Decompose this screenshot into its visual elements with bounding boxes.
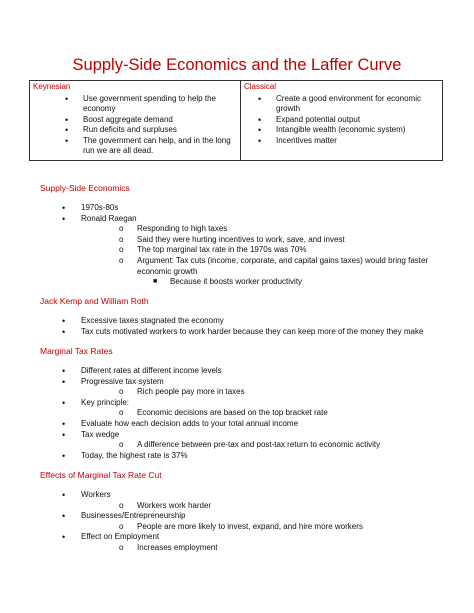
list-item: ■ Because it boosts worker productivity bbox=[153, 277, 303, 287]
circle-bullet-icon: o bbox=[119, 255, 124, 265]
list-item: • Different rates at different income levels bbox=[62, 366, 222, 376]
list-item: • Create a good environment for economic growth bbox=[276, 94, 439, 115]
circle-bullet-icon: o bbox=[119, 521, 124, 531]
keynesian-heading: Keynesian bbox=[33, 82, 71, 91]
list-item: o Economic decisions are based on the top bracket rate bbox=[119, 408, 328, 418]
list-item: o Said they were hurting incentives to work, save, and invest bbox=[119, 234, 345, 244]
list-item: • Intangible wealth (economic system) bbox=[276, 125, 439, 136]
list-item: • Businesses/Entrepreneurship bbox=[62, 511, 186, 522]
keynesian-list bbox=[33, 94, 237, 157]
section-marginal-tax-rates bbox=[40, 346, 440, 461]
keynesian-cell bbox=[30, 81, 241, 161]
bullet-icon: • bbox=[62, 203, 66, 213]
list-item: • The government can help, and in the long run we are all dead. bbox=[83, 136, 237, 157]
list-item: • Key principle: bbox=[62, 397, 130, 408]
section-heading: Effects of Marginal Tax Rate Cut bbox=[40, 470, 162, 480]
bullet-icon: • bbox=[62, 450, 66, 461]
section-supply-side bbox=[40, 183, 440, 288]
circle-bullet-icon: o bbox=[119, 440, 124, 450]
bullet-icon: • bbox=[62, 316, 66, 326]
list-item: o Rich people pay more in taxes bbox=[119, 387, 245, 397]
circle-bullet-icon: o bbox=[119, 234, 124, 244]
circle-bullet-icon: o bbox=[119, 224, 124, 234]
classical-list bbox=[244, 94, 439, 147]
list-item: o Workers work harder bbox=[119, 500, 212, 510]
bullet-icon: • bbox=[62, 397, 66, 408]
comparison-table bbox=[29, 80, 443, 161]
list-item: o Responding to high taxes bbox=[119, 224, 228, 234]
list-item: o People are more likely to invest, expand, and hire more workers bbox=[119, 521, 363, 531]
list-item: • Boost aggregate demand bbox=[83, 115, 237, 126]
section-effects bbox=[40, 470, 440, 554]
bullet-icon: • bbox=[62, 532, 66, 543]
list-item: • Effect on Employment bbox=[62, 532, 160, 543]
list-item: • Workers bbox=[62, 490, 111, 500]
bullet-icon: • bbox=[62, 418, 66, 429]
circle-bullet-icon: o bbox=[119, 408, 124, 418]
list-item: • Today, the highest rate is 37% bbox=[62, 450, 188, 461]
list-item: o Argument: Tax cuts (income, corporate, and capital gains taxes) would bring faster economic growth bbox=[119, 255, 429, 276]
circle-bullet-icon: o bbox=[119, 387, 124, 397]
bullet-icon: • bbox=[62, 490, 66, 500]
bullet-icon: • bbox=[62, 511, 66, 522]
bullet-icon: • bbox=[62, 366, 66, 376]
list-item: • Incentives matter bbox=[276, 136, 439, 147]
circle-bullet-icon: o bbox=[119, 245, 124, 255]
list-item: • Tax wedge bbox=[62, 429, 120, 440]
circle-bullet-icon: o bbox=[119, 542, 124, 552]
list-item: • Evaluate how each decision adds to your total annual income bbox=[62, 418, 299, 429]
page-title: Supply-Side Economics and the Laffer Curve bbox=[72, 56, 402, 74]
bullet-icon: • bbox=[62, 376, 66, 387]
circle-bullet-icon: o bbox=[119, 500, 124, 510]
list-item: • 1970s-80s bbox=[62, 203, 119, 213]
list-item: • Excessive taxes stagnated the economy bbox=[62, 316, 224, 326]
classical-heading: Classical bbox=[244, 82, 277, 91]
classical-cell bbox=[241, 81, 443, 161]
bullet-icon: • bbox=[62, 429, 66, 440]
list-item: o A difference between pre-tax and post-tax return to economic activity bbox=[119, 440, 381, 450]
list-item: • Progressive tax system bbox=[62, 376, 164, 387]
table-row bbox=[30, 81, 443, 161]
section-heading: Supply-Side Economics bbox=[40, 183, 130, 193]
list-item: o Increases employment bbox=[119, 542, 218, 552]
section-heading: Marginal Tax Rates bbox=[40, 346, 113, 356]
list-item: • Ronald Raegan bbox=[62, 213, 137, 224]
list-item: • Expand potential output bbox=[276, 115, 439, 126]
bullet-icon: • bbox=[62, 213, 66, 224]
list-item: • Tax cuts motivated workers to work harder because they can keep more of the money they make bbox=[62, 326, 424, 337]
section-kemp-roth bbox=[40, 296, 440, 337]
list-item: o The top marginal tax rate in the 1970s was 70% bbox=[119, 245, 307, 255]
section-heading: Jack Kemp and William Roth bbox=[40, 296, 149, 306]
square-bullet-icon: ■ bbox=[153, 278, 158, 286]
bullet-icon: • bbox=[62, 326, 66, 337]
list-item: • Run deficits and surpluses bbox=[83, 125, 237, 136]
list-item: • Use government spending to help the economy bbox=[83, 94, 237, 115]
